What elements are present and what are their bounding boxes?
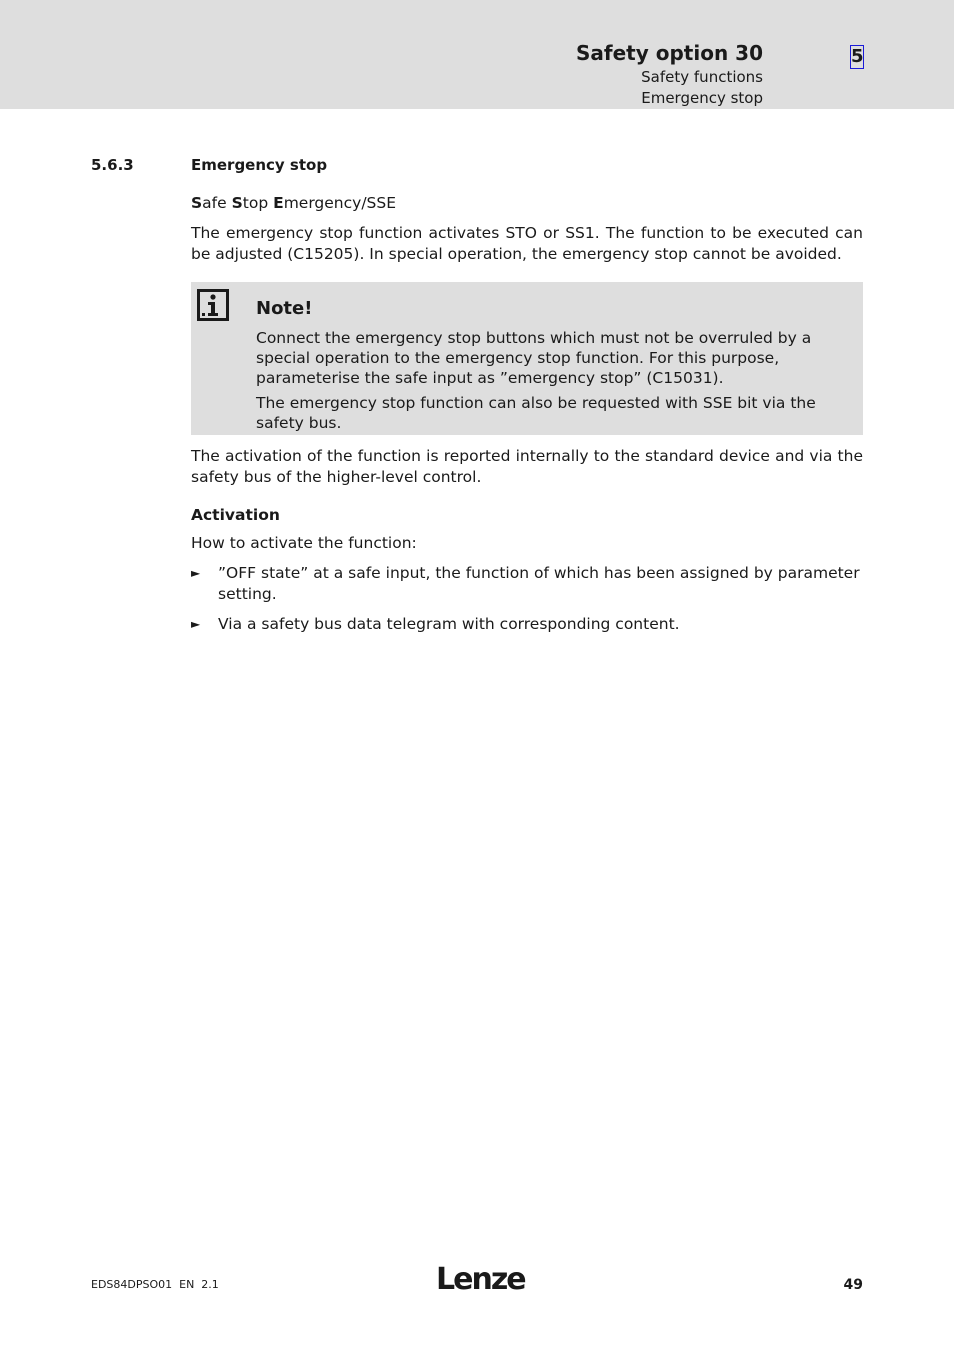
list-item: ”OFF state” at a safe input, the function of which has been assigned by parameter setting. [218, 564, 860, 603]
sse-abbreviation [191, 193, 863, 214]
report-paragraph: The activation of the function is reported internally to the standard device and via the safety bus of the higher-level control. [191, 447, 863, 486]
sse-letter-s2: S [231, 194, 243, 212]
section-title: Emergency stop [191, 156, 328, 174]
bullet-marker-icon: ► [191, 566, 201, 580]
header-band [0, 0, 954, 109]
sse-word-stop: top [242, 194, 274, 212]
list-item: Via a safety bus data telegram with corresponding content. [218, 615, 680, 633]
section-number: 5.6.3 [91, 156, 134, 174]
subsection-subtitle: Emergency stop [641, 89, 763, 107]
sse-word-safe: afe [202, 194, 232, 212]
activation-heading: Activation [191, 506, 280, 524]
note-title: Note! [256, 298, 313, 319]
activation-intro: How to activate the function: [191, 534, 417, 552]
sse-letter-e: E [273, 194, 284, 212]
info-icon [197, 289, 229, 321]
note-text-1: Connect the emergency stop buttons which must not be overruled by a special operation to the emergency stop function. For this purpose, parameterise the safe input as ”emergency stop” (C15031). [256, 329, 812, 387]
sse-word-emergency: mergency/SSE [283, 194, 397, 212]
sse-letter-s: S [191, 194, 203, 212]
document-id: EDS84DPSO01 EN 2.1 [91, 1278, 219, 1291]
note-text-2: The emergency stop function can also be requested with SSE bit via the safety bus. [256, 394, 816, 432]
lenze-logo: Lenze [436, 1262, 525, 1297]
chapter-title: Safety option 30 [576, 41, 763, 65]
intro-paragraph: The emergency stop function activates STO or SS1. The function to be executed can be adjusted (C15205). In special operation, the emergency stop cannot be avoided. [191, 224, 863, 263]
page-number: 49 [843, 1277, 863, 1293]
note-box [191, 282, 863, 435]
chapter-number-link[interactable]: 5 [851, 46, 864, 67]
section-subtitle: Safety functions [641, 68, 763, 86]
bullet-marker-icon: ► [191, 617, 201, 631]
